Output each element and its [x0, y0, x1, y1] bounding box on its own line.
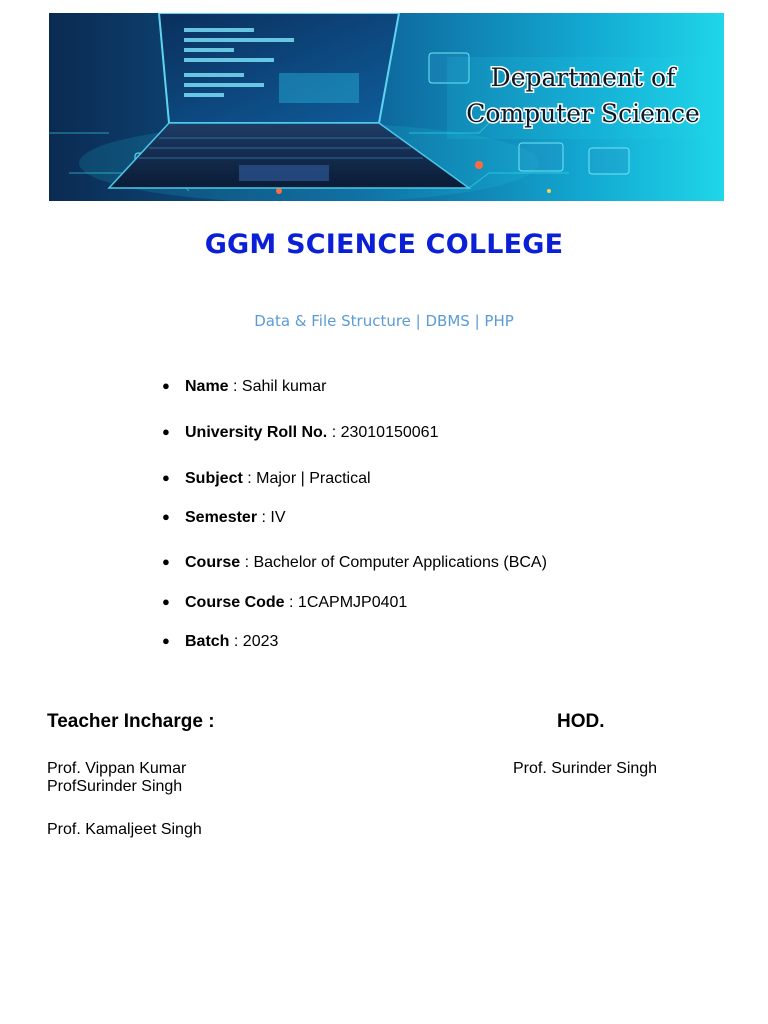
bullet-icon: ● [162, 554, 170, 569]
detail-value: : Major | Practical [242, 470, 371, 487]
teacher-incharge-heading: Teacher Incharge : [47, 711, 215, 732]
detail-course-code [162, 592, 407, 613]
bullet-icon: ● [162, 424, 170, 439]
bullet-icon: ● [162, 509, 170, 524]
detail-label: Batch [185, 633, 230, 650]
banner-heading-line1: Department of [490, 63, 676, 92]
detail-label: Course [185, 554, 241, 571]
hod-heading: HOD. [557, 711, 605, 732]
detail-name [162, 376, 326, 397]
banner-illustration [49, 13, 724, 201]
detail-label: Semester [185, 509, 258, 526]
hod-name: Prof. Surinder Singh [513, 760, 658, 777]
detail-label: Subject [185, 470, 243, 487]
college-title: GGM SCIENCE COLLEGE [204, 229, 564, 260]
teacher-name: ProfSurinder Singh [47, 778, 183, 795]
detail-label: Name [185, 378, 229, 395]
detail-value: : IV [257, 509, 286, 526]
detail-roll-no [162, 422, 438, 443]
bullet-icon: ● [162, 378, 170, 393]
detail-value: : Sahil kumar [228, 378, 327, 395]
detail-label: Course Code [185, 594, 285, 611]
teacher-name: Prof. Vippan Kumar [47, 760, 187, 777]
detail-semester [162, 507, 286, 528]
detail-value: : 2023 [229, 633, 279, 650]
teacher-name: Prof. Kamaljeet Singh [47, 821, 202, 838]
detail-subject [162, 468, 371, 489]
subjects-line: Data & File Structure | DBMS | PHP [254, 312, 514, 330]
bullet-icon: ● [162, 594, 170, 609]
department-banner [49, 13, 724, 201]
bullet-icon: ● [162, 633, 170, 648]
bullet-icon: ● [162, 470, 170, 485]
detail-course [162, 552, 547, 573]
detail-label: University Roll No. [185, 424, 328, 441]
detail-batch [162, 631, 278, 652]
detail-value: : 23010150061 [327, 424, 439, 441]
detail-value: : Bachelor of Computer Applications (BCA) [240, 554, 547, 571]
detail-value: : 1CAPMJP0401 [284, 594, 408, 611]
banner-heading-line2: Computer Science [466, 99, 700, 128]
